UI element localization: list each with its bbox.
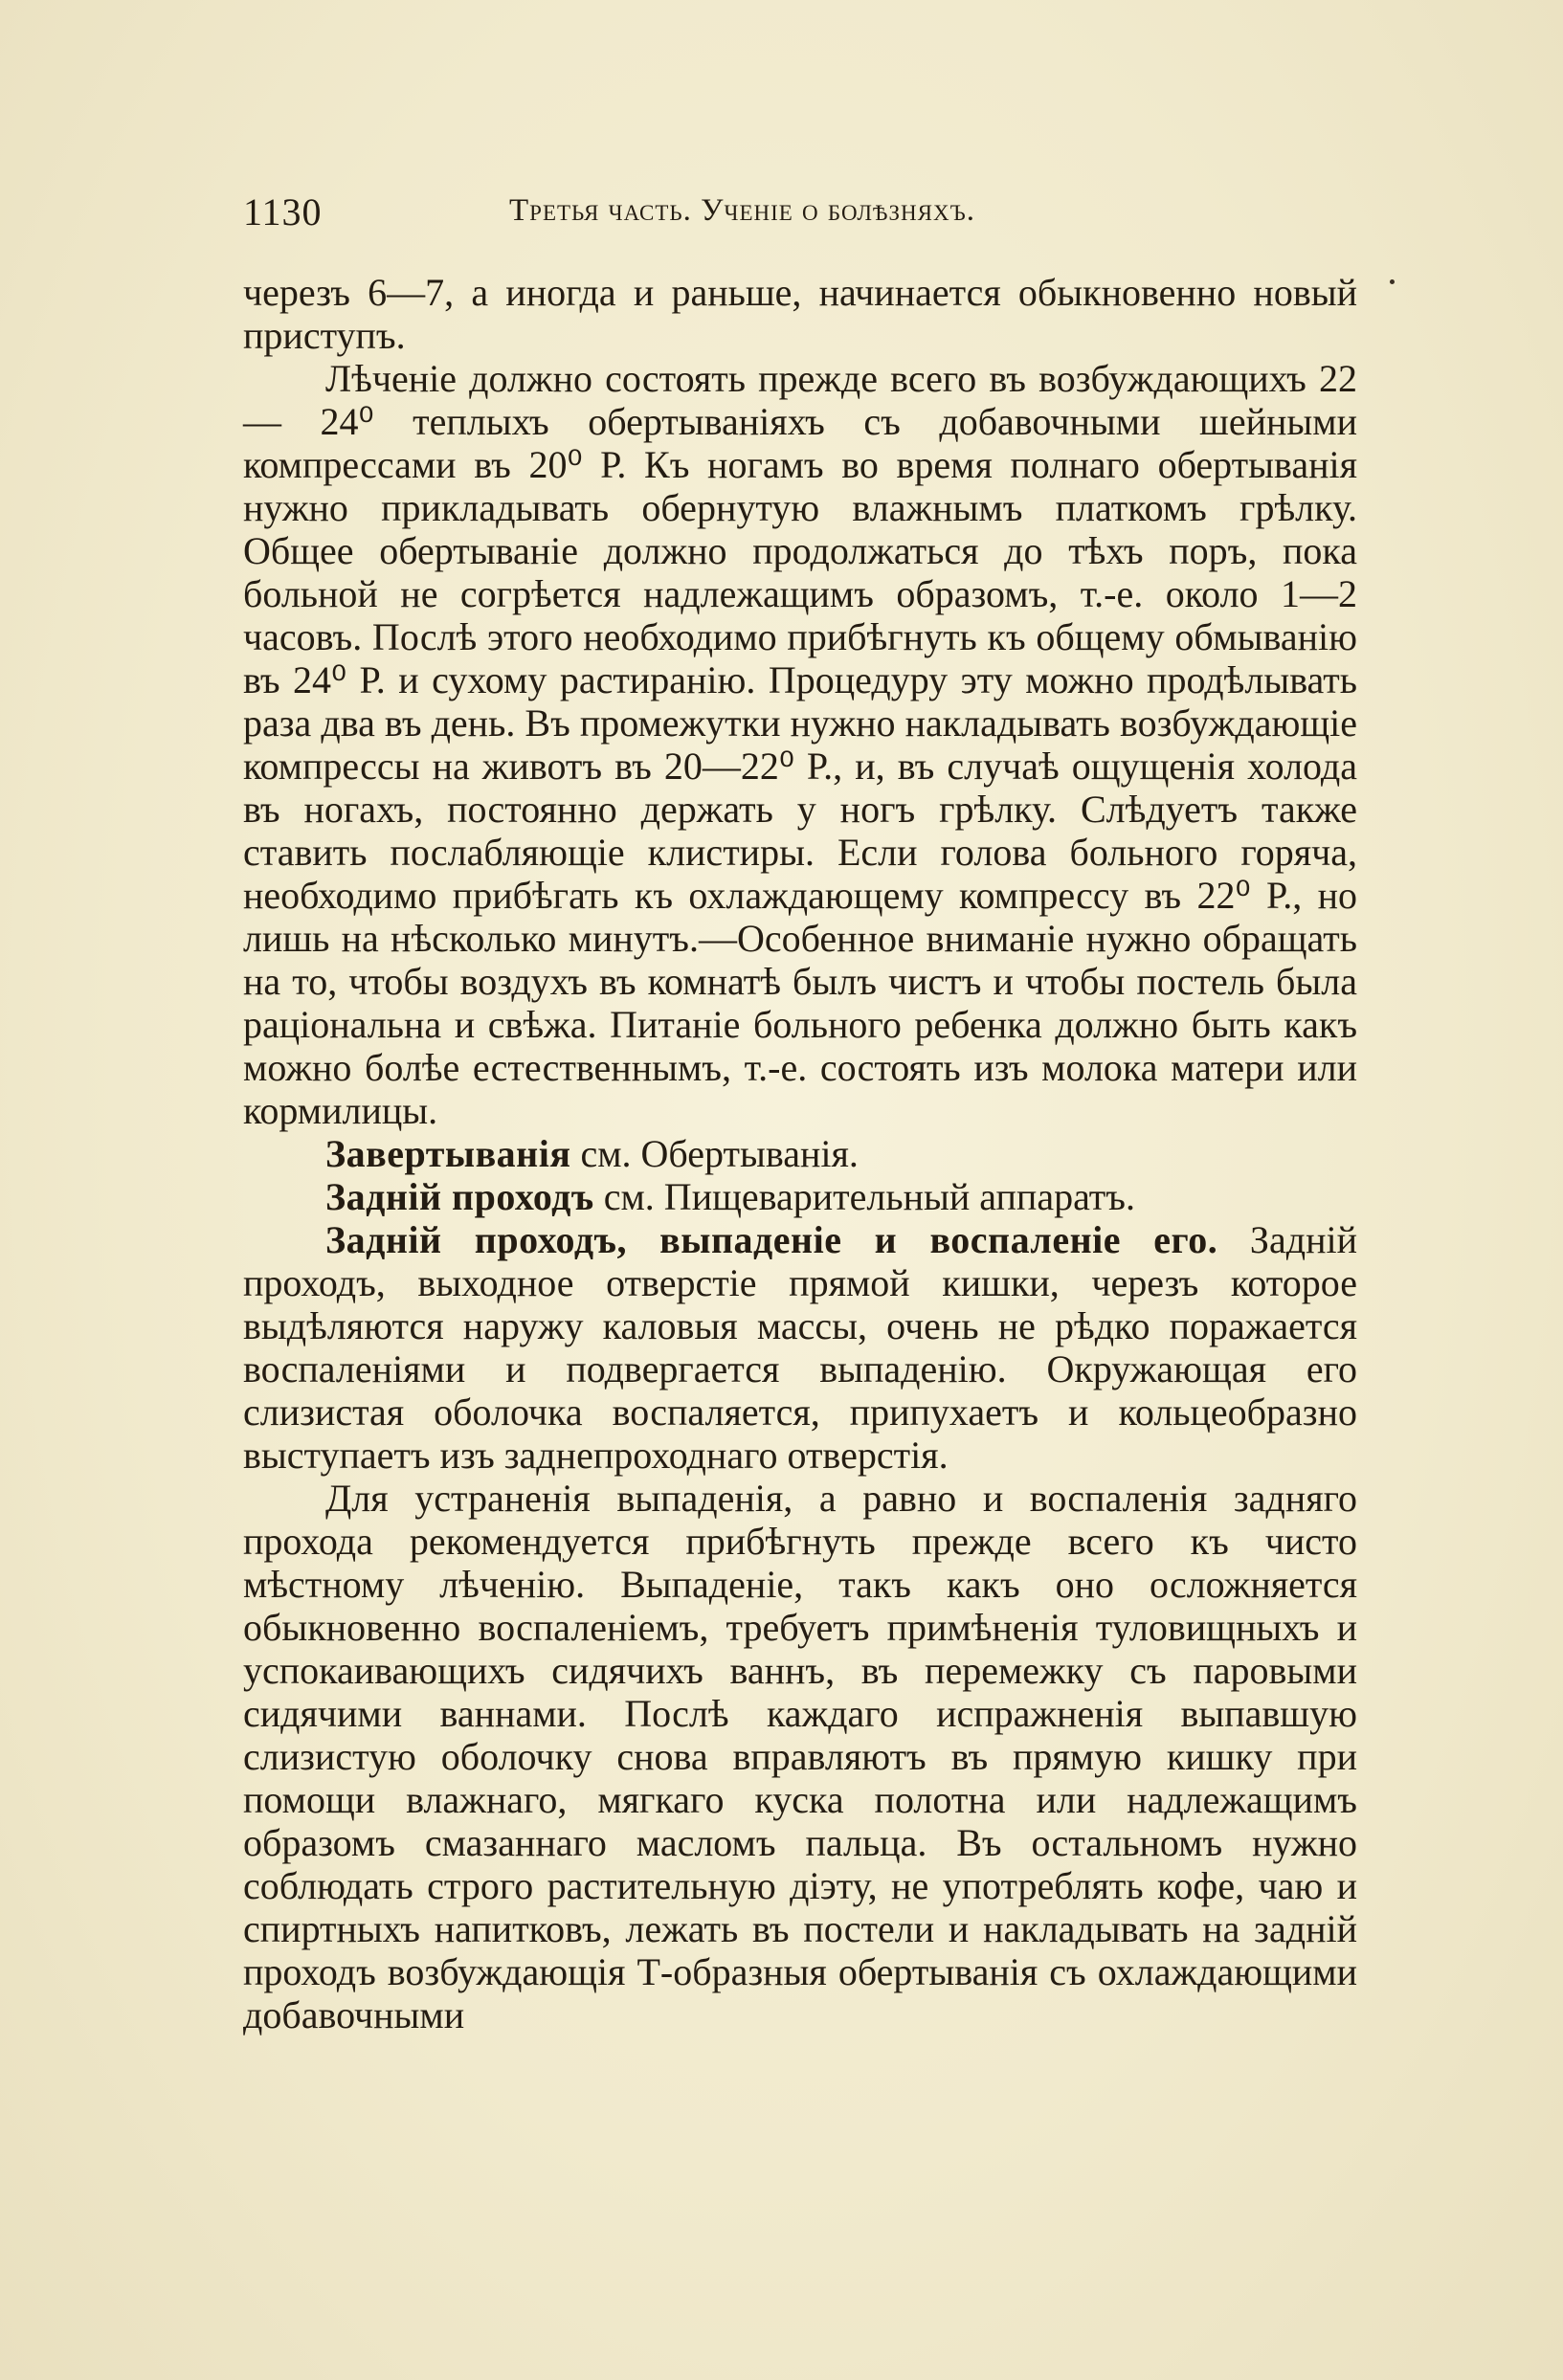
ink-speck xyxy=(1390,279,1395,284)
entry-reference: см. Обертыванія. xyxy=(570,1132,859,1175)
paragraph-treatment-rectal: Для устраненія выпаденія, а равно и воспаленія задняго прохода рекомендуется прибѣгнуть прежде всего къ чисто мѣстному лѣченію. Выпаденіе, такъ какъ оно осложняется обыкновенно воспаленіемъ, требуетъ примѣненія туловищныхъ и успокаивающихъ сидячихъ ваннъ, въ перемежку съ паровыми сидячими ваннами. Послѣ каждаго испражненія выпавшую слизистую оболочку снова вправляютъ въ прямую кишку при помощи влажнаго, мягкаго куска полотна или надлежащимъ образомъ смазаннаго масломъ пальца. Въ остальномъ нужно соблюдать строго растительную діэту, не употреблять кофе, чаю и спиртныхъ напитковъ, лежать въ постели и накладывать на задній проходъ возбуждающія Т-образныя обертыванія съ охлаждающими добавочными xyxy=(243,1477,1357,2036)
entry-vypadenie xyxy=(243,1218,1357,1477)
body-text xyxy=(243,271,1357,2036)
running-title: Третья часть. Ученіе о болѣзняхъ. xyxy=(509,193,976,228)
entry-term: Задній проходъ, выпаденіе и воспаленіе его. xyxy=(325,1218,1218,1261)
page-number: 1130 xyxy=(243,190,323,234)
paragraph-treatment: Лѣченіе должно состоять прежде всего въ возбуждающихъ 22 — 24⁰ теплыхъ обертываніяхъ съ добавочными шейными компрессами въ 20⁰ Р. Къ ногамъ во время полнаго обертыванія нужно прикладывать обернутую влажнымъ платкомъ грѣлку. Общее обертываніе должно продолжаться до тѣхъ поръ, пока больной не согрѣется надлежащимъ образомъ, т.-е. около 1—2 часовъ. Послѣ этого необходимо прибѣгнуть къ общему обмыванію въ 24⁰ Р. и сухому растиранію. Процедуру эту можно продѣлывать раза два въ день. Въ промежутки нужно накладывать возбуждающіе компрессы на животъ въ 20—22⁰ Р., и, въ случаѣ ощущенія холода въ ногахъ, постоянно держать у ногъ грѣлку. Слѣдуетъ также ставить послабляющіе клистиры. Если голова больного горяча, необходимо прибѣгать къ охлаждающему компрессу въ 22⁰ Р., но лишь на нѣсколько минутъ.—Особенное вниманіе нужно обращать на то, чтобы воздухъ въ комнатѣ былъ чистъ и чтобы постель была раціональна и свѣжа. Питаніе больного ребенка должно быть какъ можно болѣе естественнымъ, т.-е. состоять изъ молока матери или кормилицы. xyxy=(243,357,1357,1132)
entry-term: Задній проходъ xyxy=(325,1175,594,1218)
entry-term: Завертыванія xyxy=(325,1132,571,1175)
entry-zavertyvaniya xyxy=(243,1132,1357,1175)
entry-text: Задній проходъ, выходное отверстіе прямой кишки, черезъ которое выдѣляются наружу каловыя массы, очень не рѣдко поражается воспаленіями и подвергается выпаденію. Окружающая его слизистая оболочка воспаляется, припухаетъ и кольцеобразно выступаетъ изъ заднепроходнаго отверстія. xyxy=(243,1218,1357,1477)
running-header xyxy=(243,189,1363,237)
entry-reference: см. Пищеварительный аппаратъ. xyxy=(593,1175,1135,1218)
paragraph-continuation: черезъ 6—7, а иногда и раньше, начинается обыкновенно новый приступъ. xyxy=(243,271,1357,357)
entry-zadniy-prokhod xyxy=(243,1175,1357,1218)
